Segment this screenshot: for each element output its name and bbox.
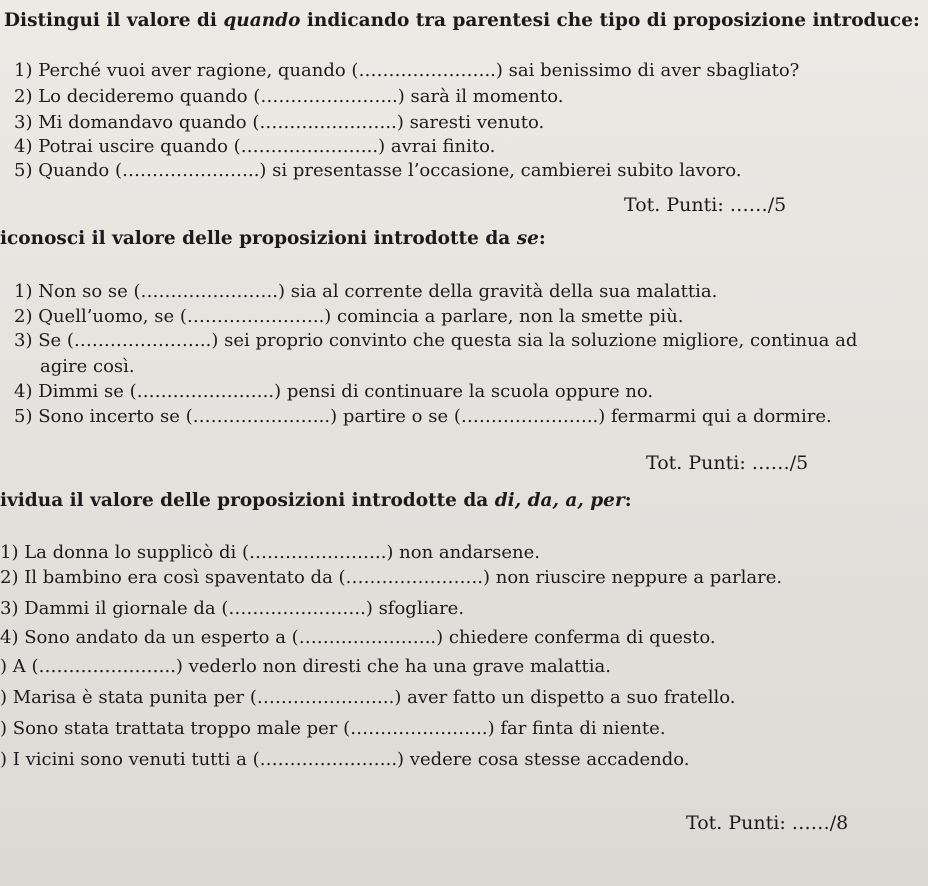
exercise-item: 1) La donna lo supplicò di (…………………..) non andarsene. xyxy=(0,542,540,563)
score-total: Tot. Punti: ……/8 xyxy=(686,812,849,834)
exercise-item: 3) Dammi il giornale da (…………………..) sfogliare. xyxy=(0,598,465,619)
section3-title: ividua il valore delle proposizioni introdotte da di, da, a, per: xyxy=(0,490,632,511)
exercise-item: 1) Non so se (…………………..) sia al corrente della gravità della sua malattia. xyxy=(14,281,718,302)
exercise-item: ) I vicini sono venuti tutti a (…………………..) vedere cosa stesse accadendo. xyxy=(0,749,690,770)
exercise-item: ) A (…………………..) vederlo non diresti che ha una grave malattia. xyxy=(0,656,611,677)
exercise-item: ) Sono stata trattata troppo male per (…………………..) far finta di niente. xyxy=(0,718,666,739)
exercise-item: 1) Perché vuoi aver ragione, quando (…………………..) sai benissimo di aver sbagliato? xyxy=(14,60,800,81)
exercise-item: 5) Sono incerto se (…………………..) partire o se (…………………..) fermarmi qui a dormire. xyxy=(14,406,832,427)
exercise-item: 3) Mi domandavo quando (…………………..) saresti venuto. xyxy=(14,112,545,133)
exercise-item: 2) Lo decideremo quando (…………………..) sarà il momento. xyxy=(14,86,564,107)
exercise-item: 5) Quando (…………………..) si presentasse l’occasione, cambierei subito lavoro. xyxy=(14,160,742,181)
section2-title: iconosci il valore delle proposizioni introdotte da se: xyxy=(0,228,546,249)
exercise-item: 2) Il bambino era così spaventato da (…………………..) non riuscire neppure a parlare. xyxy=(0,567,783,588)
exercise-item-continuation: agire così. xyxy=(40,356,135,377)
exercise-item: 4) Dimmi se (…………………..) pensi di continuare la scuola oppure no. xyxy=(14,381,654,402)
exercise-item: 2) Quell’uomo, se (…………………..) comincia a parlare, non la smette più. xyxy=(14,306,684,327)
exercise-item: 3) Se (…………………..) sei proprio convinto che questa sia la soluzione migliore, continua ad xyxy=(14,330,858,351)
exercise-item: ) Marisa è stata punita per (…………………..) aver fatto un dispetto a suo fratello. xyxy=(0,687,736,708)
exercise-item: 4) Sono andato da un esperto a (…………………..) chiedere conferma di questo. xyxy=(0,627,716,648)
score-total: Tot. Punti: ……/5 xyxy=(624,194,787,216)
score-total: Tot. Punti: ……/5 xyxy=(646,452,809,474)
section1-title: Distingui il valore di quando indicando tra parentesi che tipo di proposizione introduce: xyxy=(4,10,920,31)
exercise-item: 4) Potrai uscire quando (…………………..) avrai finito. xyxy=(14,136,496,157)
